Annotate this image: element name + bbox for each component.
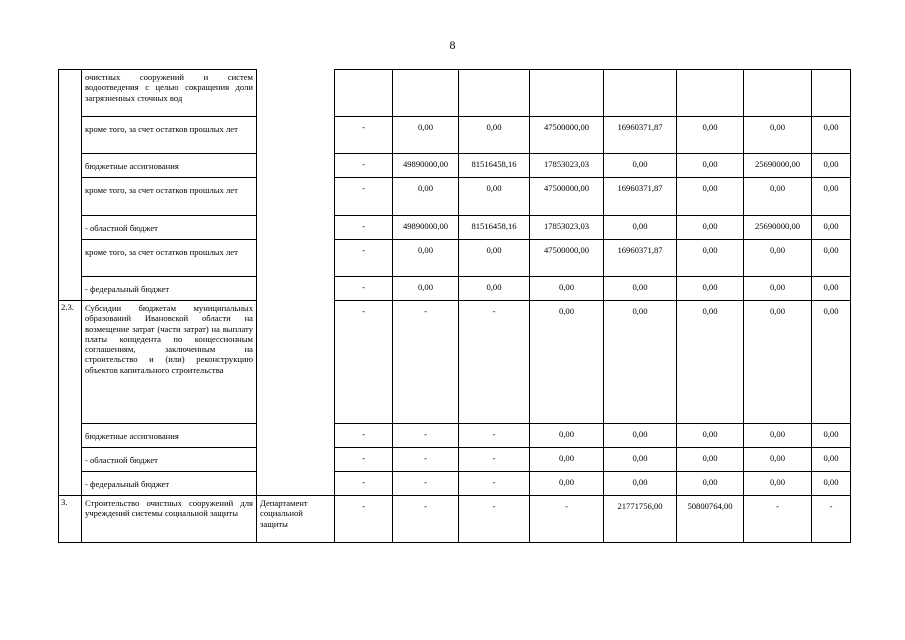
agency-cell: Департамент социальной защиты bbox=[257, 496, 335, 543]
value-cell: - bbox=[335, 472, 393, 496]
value-cell: 0,00 bbox=[677, 424, 744, 448]
value-cell: - bbox=[335, 424, 393, 448]
value-cell: 0,00 bbox=[530, 424, 604, 448]
row-description: кроме того, за счет остатков прошлых лет bbox=[82, 117, 257, 154]
value-cell: 0,00 bbox=[744, 240, 812, 277]
value-cell: - bbox=[393, 496, 459, 543]
value-cell: 0,00 bbox=[744, 424, 812, 448]
row-description: - областной бюджет bbox=[82, 216, 257, 240]
value-cell: 47500000,00 bbox=[530, 178, 604, 216]
value-cell: 0,00 bbox=[677, 240, 744, 277]
value-cell: 0,00 bbox=[604, 472, 677, 496]
row-index: 2.3. bbox=[59, 301, 82, 496]
value-cell: 17853023,03 bbox=[530, 216, 604, 240]
value-cell bbox=[393, 70, 459, 117]
value-cell: 0,00 bbox=[744, 448, 812, 472]
table-row bbox=[59, 424, 851, 448]
value-cell: 0,00 bbox=[744, 277, 812, 301]
value-cell: 0,00 bbox=[604, 154, 677, 178]
value-cell: - bbox=[393, 448, 459, 472]
value-cell: - bbox=[335, 277, 393, 301]
value-cell: 50800764,00 bbox=[677, 496, 744, 543]
value-cell: 0,00 bbox=[812, 424, 851, 448]
value-cell: 0,00 bbox=[812, 154, 851, 178]
row-description: бюджетные ассигнования bbox=[82, 424, 257, 448]
value-cell: - bbox=[335, 301, 393, 424]
table-row bbox=[59, 496, 851, 543]
value-cell: 0,00 bbox=[604, 424, 677, 448]
value-cell: 0,00 bbox=[677, 472, 744, 496]
row-index bbox=[59, 70, 82, 301]
value-cell: 49890000,00 bbox=[393, 154, 459, 178]
table-row bbox=[59, 277, 851, 301]
table-row bbox=[59, 448, 851, 472]
value-cell: 0,00 bbox=[530, 472, 604, 496]
row-description: Субсидии бюджетам муниципальных образований Ивановской области на возмещение затрат (части затрат) на выплату платы концедента по концессионным соглашениям, заключенным на строительство и (или) реконструкцию объектов капитального строительства bbox=[82, 301, 257, 424]
value-cell: - bbox=[744, 496, 812, 543]
value-cell: - bbox=[335, 216, 393, 240]
table-row bbox=[59, 301, 851, 424]
value-cell: 81516458,16 bbox=[459, 154, 530, 178]
value-cell bbox=[744, 70, 812, 117]
value-cell bbox=[604, 70, 677, 117]
value-cell: - bbox=[335, 154, 393, 178]
value-cell: 0,00 bbox=[744, 178, 812, 216]
value-cell: 0,00 bbox=[744, 472, 812, 496]
value-cell: 0,00 bbox=[530, 277, 604, 301]
value-cell: 0,00 bbox=[459, 117, 530, 154]
value-cell: - bbox=[459, 301, 530, 424]
table-row bbox=[59, 472, 851, 496]
value-cell: 49890000,00 bbox=[393, 216, 459, 240]
row-description: бюджетные ассигнования bbox=[82, 154, 257, 178]
value-cell: - bbox=[335, 496, 393, 543]
row-description: - областной бюджет bbox=[82, 448, 257, 472]
value-cell: - bbox=[335, 448, 393, 472]
value-cell: 17853023,03 bbox=[530, 154, 604, 178]
value-cell: 0,00 bbox=[812, 216, 851, 240]
value-cell: 25690000,00 bbox=[744, 154, 812, 178]
row-description: кроме того, за счет остатков прошлых лет bbox=[82, 178, 257, 216]
row-description: - федеральный бюджет bbox=[82, 277, 257, 301]
value-cell bbox=[459, 70, 530, 117]
table-row bbox=[59, 178, 851, 216]
table-row bbox=[59, 240, 851, 277]
value-cell: 0,00 bbox=[393, 178, 459, 216]
value-cell bbox=[530, 70, 604, 117]
row-description: Строительство очистных сооружений для учреждений системы социальной защиты bbox=[82, 496, 257, 543]
agency-cell bbox=[257, 70, 335, 496]
value-cell: - bbox=[530, 496, 604, 543]
value-cell: - bbox=[335, 117, 393, 154]
value-cell: 0,00 bbox=[393, 240, 459, 277]
value-cell: - bbox=[459, 496, 530, 543]
value-cell: 0,00 bbox=[744, 301, 812, 424]
value-cell: 0,00 bbox=[677, 277, 744, 301]
value-cell: - bbox=[393, 301, 459, 424]
value-cell: 0,00 bbox=[677, 216, 744, 240]
value-cell: 0,00 bbox=[677, 448, 744, 472]
value-cell: 0,00 bbox=[604, 448, 677, 472]
value-cell: 0,00 bbox=[677, 301, 744, 424]
page-number: 8 bbox=[449, 38, 456, 52]
value-cell: 0,00 bbox=[530, 301, 604, 424]
value-cell: 0,00 bbox=[393, 117, 459, 154]
row-index: 3. bbox=[59, 496, 82, 543]
value-cell: 0,00 bbox=[812, 178, 851, 216]
value-cell: - bbox=[812, 496, 851, 543]
value-cell: 0,00 bbox=[677, 117, 744, 154]
value-cell: - bbox=[335, 178, 393, 216]
value-cell bbox=[677, 70, 744, 117]
budget-table bbox=[58, 69, 851, 543]
value-cell: - bbox=[393, 472, 459, 496]
value-cell: 0,00 bbox=[812, 240, 851, 277]
value-cell: 0,00 bbox=[812, 277, 851, 301]
value-cell: 16960371,87 bbox=[604, 178, 677, 216]
value-cell: 0,00 bbox=[744, 117, 812, 154]
value-cell: 0,00 bbox=[812, 448, 851, 472]
value-cell: 0,00 bbox=[393, 277, 459, 301]
value-cell: 0,00 bbox=[530, 448, 604, 472]
table-row bbox=[59, 117, 851, 154]
value-cell: - bbox=[459, 448, 530, 472]
value-cell: 0,00 bbox=[812, 301, 851, 424]
row-description: очистных сооружений и систем водоотведения с целью сокращения доли загрязненных сточных вод bbox=[82, 70, 257, 117]
value-cell bbox=[335, 70, 393, 117]
row-description: - федеральный бюджет bbox=[82, 472, 257, 496]
value-cell: 0,00 bbox=[812, 472, 851, 496]
value-cell: 25690000,00 bbox=[744, 216, 812, 240]
value-cell: 0,00 bbox=[604, 301, 677, 424]
value-cell: - bbox=[335, 240, 393, 277]
value-cell: 0,00 bbox=[459, 240, 530, 277]
value-cell: 0,00 bbox=[677, 178, 744, 216]
value-cell: 81516458,16 bbox=[459, 216, 530, 240]
value-cell: 16960371,87 bbox=[604, 117, 677, 154]
value-cell: 16960371,87 bbox=[604, 240, 677, 277]
table-row bbox=[59, 70, 851, 117]
value-cell: 47500000,00 bbox=[530, 117, 604, 154]
value-cell: - bbox=[393, 424, 459, 448]
table-row bbox=[59, 216, 851, 240]
value-cell: 0,00 bbox=[604, 277, 677, 301]
value-cell: 0,00 bbox=[812, 117, 851, 154]
value-cell: 47500000,00 bbox=[530, 240, 604, 277]
value-cell: - bbox=[459, 472, 530, 496]
value-cell: 0,00 bbox=[459, 178, 530, 216]
value-cell: 0,00 bbox=[459, 277, 530, 301]
table-row bbox=[59, 154, 851, 178]
value-cell: 0,00 bbox=[677, 154, 744, 178]
value-cell: 21771756,00 bbox=[604, 496, 677, 543]
value-cell bbox=[812, 70, 851, 117]
value-cell: 0,00 bbox=[604, 216, 677, 240]
row-description: кроме того, за счет остатков прошлых лет bbox=[82, 240, 257, 277]
value-cell: - bbox=[459, 424, 530, 448]
